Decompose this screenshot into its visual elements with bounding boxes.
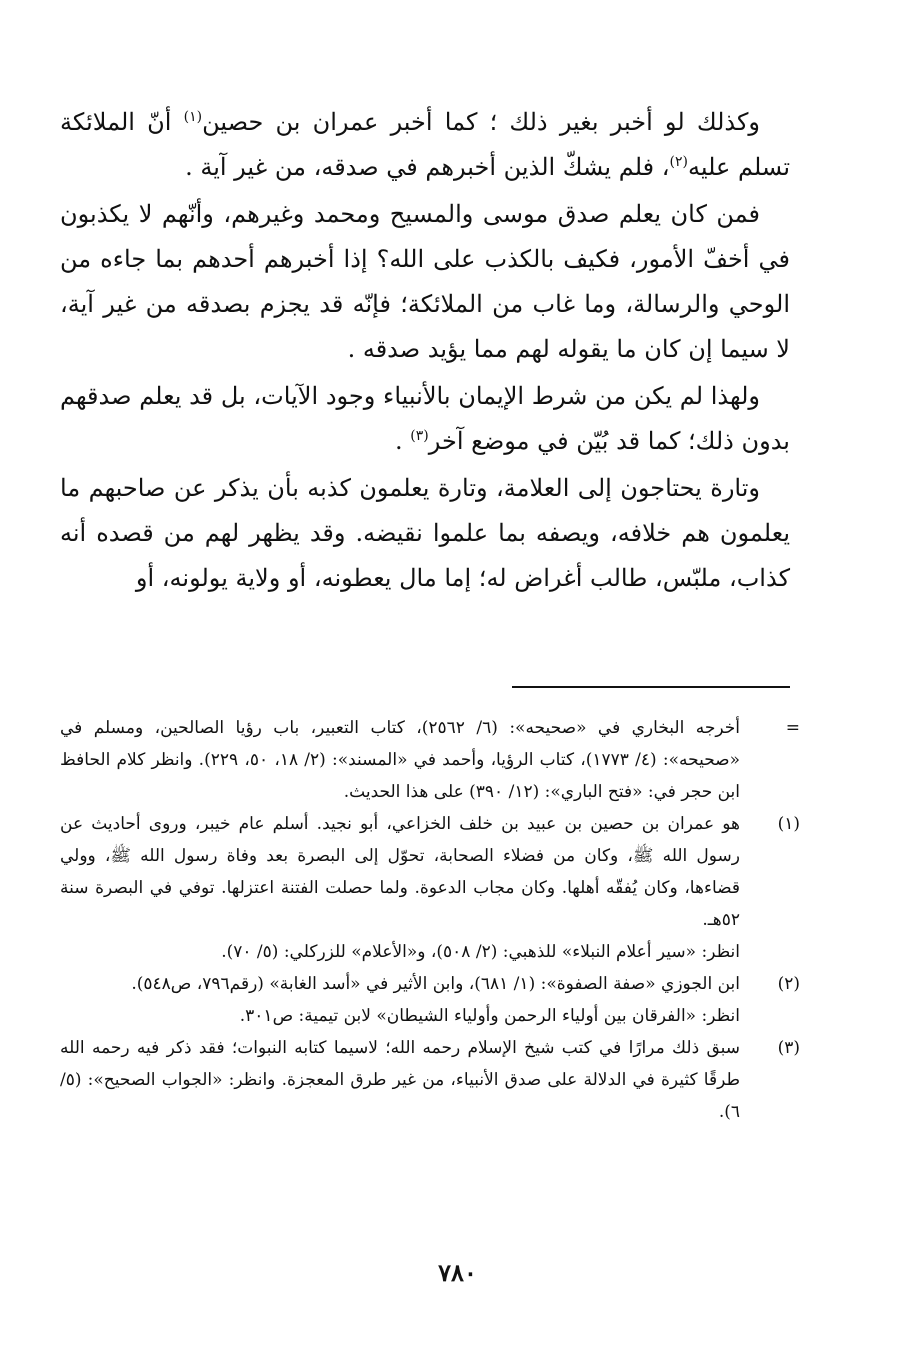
- footnote-number: (٣): [777, 1038, 800, 1058]
- paragraph-3-part-b: .: [395, 427, 411, 455]
- footnote-3: [60, 1032, 800, 1128]
- paragraph-4: وتارة يحتاجون إلى العلامة، وتارة يعلمون كذبه بأن يذكر عن صاحبهم ما يعلمون هم خلافه، ويصفه بما علموا نقيضه. وقد يظهر لهم من قصده أنه كذاب، ملبّس، طالب أغراض له؛ إما مال يعطونه، أو ولاية يولونه، أو: [60, 474, 790, 592]
- footnote-continuation: [60, 712, 800, 808]
- footnote-2-line-1: ابن الجوزي «صفة الصفوة»: (١/ ٦٨١)، وابن الأثير في «أسد الغابة» (رقم٧٩٦، ص٥٤٨).: [131, 974, 740, 994]
- footnote-ref-2: (٢): [669, 154, 688, 170]
- footnote-continuation-text: أخرجه البخاري في «صحيحه»: (٦/ ٢٥٦٢)، كتاب التعبير، باب رؤيا الصالحين، ومسلم في «صحيحه»: (٤/ ١٧٧٣)، كتاب الرؤيا، وأحمد في «المسند»: (٢/ ١٨، ٥٠، ٢٢٩). وانظر كلام الحافظ ابن حجر في: «فتح الباري»: (١٢/ ٣٩٠) على هذا الحديث.: [60, 718, 741, 802]
- footnote-ref-1: (١): [183, 109, 203, 125]
- footnote-number: (٢): [777, 974, 800, 994]
- paragraph-1-part-c: ، فلم يشكّ الذين أخبرهم في صدقه، من غير آية .: [185, 153, 670, 181]
- footnote-1: [60, 808, 800, 968]
- paragraph-2: فمن كان يعلم صدق موسى والمسيح ومحمد وغيرهم، وأنّهم لا يكذبون في أخفّ الأمور، فكيف بالكذب على الله؟ إذا أخبرهم أحدهم بما جاءه من الوحي والرسالة، وما غاب من الملائكة؛ فإنّه قد يجزم بصدقه من غير آية، لا سيما إن كان ما يقوله لهم مما يؤيد صدقه .: [60, 200, 790, 363]
- footnotes: [60, 712, 800, 1128]
- main-text: [60, 100, 790, 601]
- paragraph-1-part-b: أنّ الملائكة تسلم عليه: [60, 108, 790, 181]
- page-number: ٧٨٠: [438, 1258, 477, 1287]
- paragraph-3: [60, 374, 790, 464]
- footnote-separator: [512, 686, 790, 688]
- footnote-3-line-1: سبق ذلك مرارًا في كتب شيخ الإسلام رحمه الله؛ لاسيما كتابه النبوات؛ فقد ذكر فيه رحمه الله طرقًا كثيرة في الدلالة على صدق الأنبياء، من غير طرق المعجزة. وانظر: «الجواب الصحيح»: (٥/ ٦).: [60, 1038, 740, 1122]
- paragraph-3-part-a: ولهذا لم يكن من شرط الإيمان بالأنبياء وجود الآيات، بل قد يعلم صدقهم بدون ذلك؛ كما قد بُيّن في موضع آخر: [60, 382, 790, 455]
- footnote-number: (١): [777, 814, 800, 834]
- footnote-ref-3: (٣): [410, 428, 429, 444]
- footnote-2: [60, 968, 800, 1032]
- footnote-1-line-1: هو عمران بن حصين بن عبيد بن خلف الخزاعي، أبو نجيد. أسلم عام خيبر، وروى أحاديث عن رسول الله ﷺ، وكان من فضلاء الصحابة، تحوّل إلى البصرة بعد وفاة رسول الله ﷺ، وولي قضاءها، وكان يُفقّه أهلها. وكان مجاب الدعوة. ولما حصلت الفتنة اعتزلها. توفي في البصرة سنة ٥٢هـ.: [60, 814, 740, 930]
- paragraph-1-part-a: وكذلك لو أخبر بغير ذلك ؛ كما أخبر عمران بن حصين: [202, 108, 760, 136]
- footnote-1-line-2: انظر: «سير أعلام النبلاء» للذهبي: (٢/ ٥٠٨)، و«الأعلام» للزركلي: (٥/ ٧٠).: [221, 942, 740, 962]
- paragraph-1: [60, 100, 790, 190]
- continuation-marker: =: [785, 718, 800, 738]
- footnote-2-line-2: انظر: «الفرقان بين أولياء الرحمن وأولياء الشيطان» لابن تيمية: ص٣٠١.: [239, 1006, 740, 1026]
